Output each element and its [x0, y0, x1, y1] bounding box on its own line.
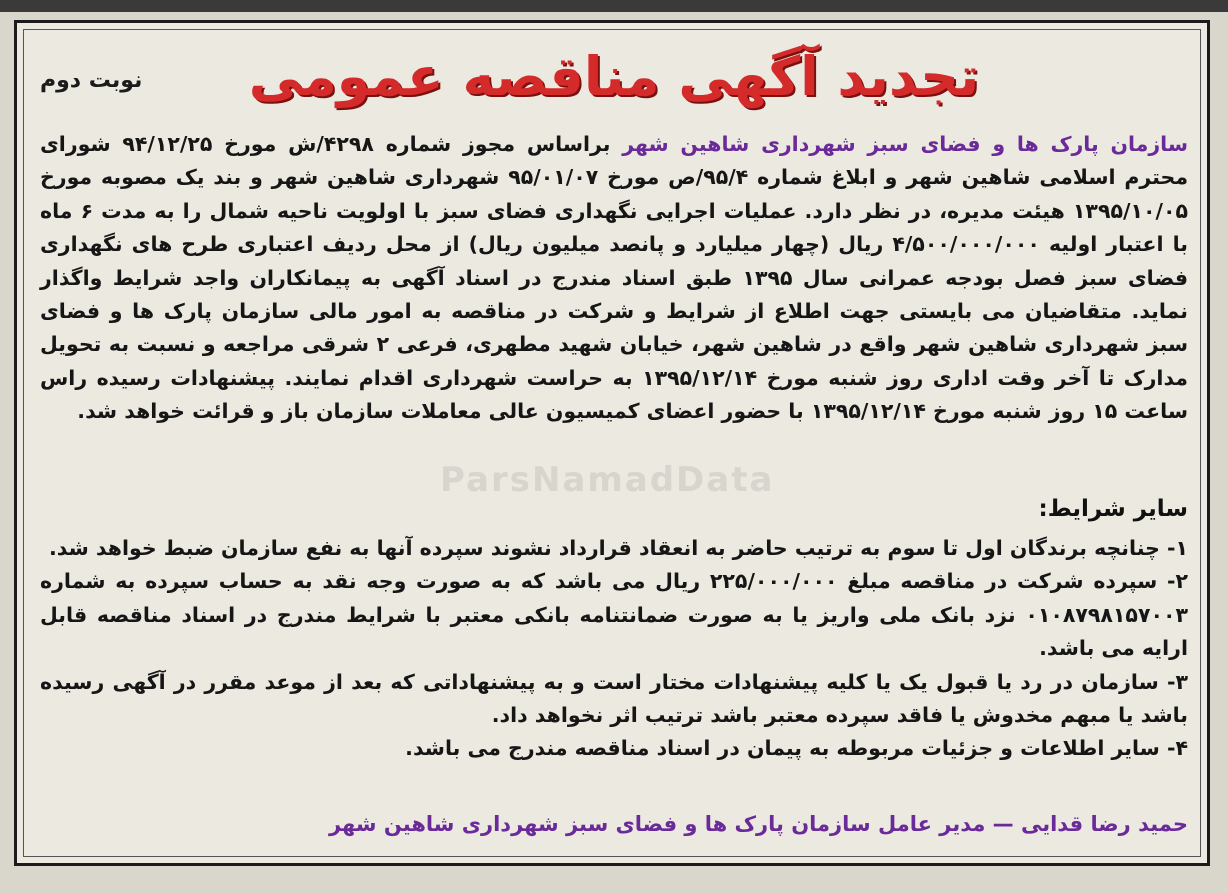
- conditions-list: [40, 532, 1188, 766]
- body-text: براساس مجوز شماره ۴۲۹۸/ش مورخ ۹۴/۱۲/۲۵ شورای محترم اسلامی شاهین شهر و ابلاغ شماره ۹۵/۴/ص مورخ ۹۵/۰۱/۰۷ شهرداری شاهین شهر و بند یک مصوبه مورخ ۱۳۹۵/۱۰/۰۵ هیئت مدیره، در نظر دارد. عملیات اجرایی نگهداری فضای سبز با اولویت ناحیه شمال را به مدت ۶ ماه با اعتبار اولیه ۴/۵۰۰/۰۰۰/۰۰۰ ریال (چهار میلیارد و پانصد میلیون ریال) از محل ردیف اعتباری طرح های نگهداری فضای سبز فصل بودجه عمرانی سال ۱۳۹۵ طبق اسناد مندرج در اسناد آگهی به پیمانکاران واجد شرایط واگذار نماید. متقاضیان می بایستی جهت اطلاع از شرایط و شرکت در مناقصه به امور مالی سازمان پارک ها و فضای سبز شهرداری شاهین شهر واقع در شاهین شهر، خیابان شهید مطهری، فرعی ۲ شرقی مراجعه و نسبت به تحویل مدارک تا آخر وقت اداری روز شنبه مورخ ۱۳۹۵/۱۲/۱۴ به حراست شهرداری اقدام نمایند. پیشنهادات رسیده راس ساعت ۱۵ روز شنبه مورخ ۱۳۹۵/۱۲/۱۴ با حضور اعضای کمیسیون عالی معاملات سازمان باز و قرائت خواهد شد.: [40, 132, 1189, 424]
- condition-item: ۱- چنانچه برندگان اول تا سوم به ترتیب حاضر به انعقاد قرارداد نشوند سپرده آنها به نفع سازمان ضبط خواهد شد.: [48, 536, 1188, 560]
- conditions-heading: سایر شرایط:: [1038, 496, 1188, 522]
- condition-item: ۳- سازمان در رد یا قبول یک یا کلیه پیشنهادات مختار است و به پیشنهاداتی که بعد از موعد مقرر در آگهی رسیده باشد یا مبهم مخدوش یا فاقد سپرده معتبر باشد ترتیب اثر نخواهد داد.: [40, 669, 1188, 728]
- round-label: نوبت دوم: [40, 68, 143, 93]
- notice-title: تجدید آگهی مناقصه عمومی: [248, 45, 980, 108]
- condition-item: ۴- سایر اطلاعات و جزئیات مربوطه به پیمان در اسناد مناقصه مندرج می باشد.: [405, 736, 1188, 761]
- top-band: [0, 0, 1228, 12]
- signature-line: حمید رضا قدایی — مدیر عامل سازمان پارک ها و فضای سبز شهرداری شاهین شهر: [328, 812, 1188, 836]
- notice-body: [40, 128, 1188, 429]
- watermark-text: ParsNamadData: [440, 460, 775, 500]
- organization-name: سازمان پارک ها و فضای سبز شهرداری شاهین شهر: [622, 132, 1188, 156]
- condition-item: ۲- سپرده شرکت در مناقصه مبلغ ۲۲۵/۰۰۰/۰۰۰ ریال می باشد که به صورت وجه نقد به حساب سپرده به شماره ۰۱۰۸۷۹۸۱۵۷۰۰۳ نزد بانک ملی واریز یا به صورت ضمانتنامه بانکی معتبر با شرایط مندرج در اسناد مناقصه قابل ارایه می باشد.: [40, 569, 1189, 661]
